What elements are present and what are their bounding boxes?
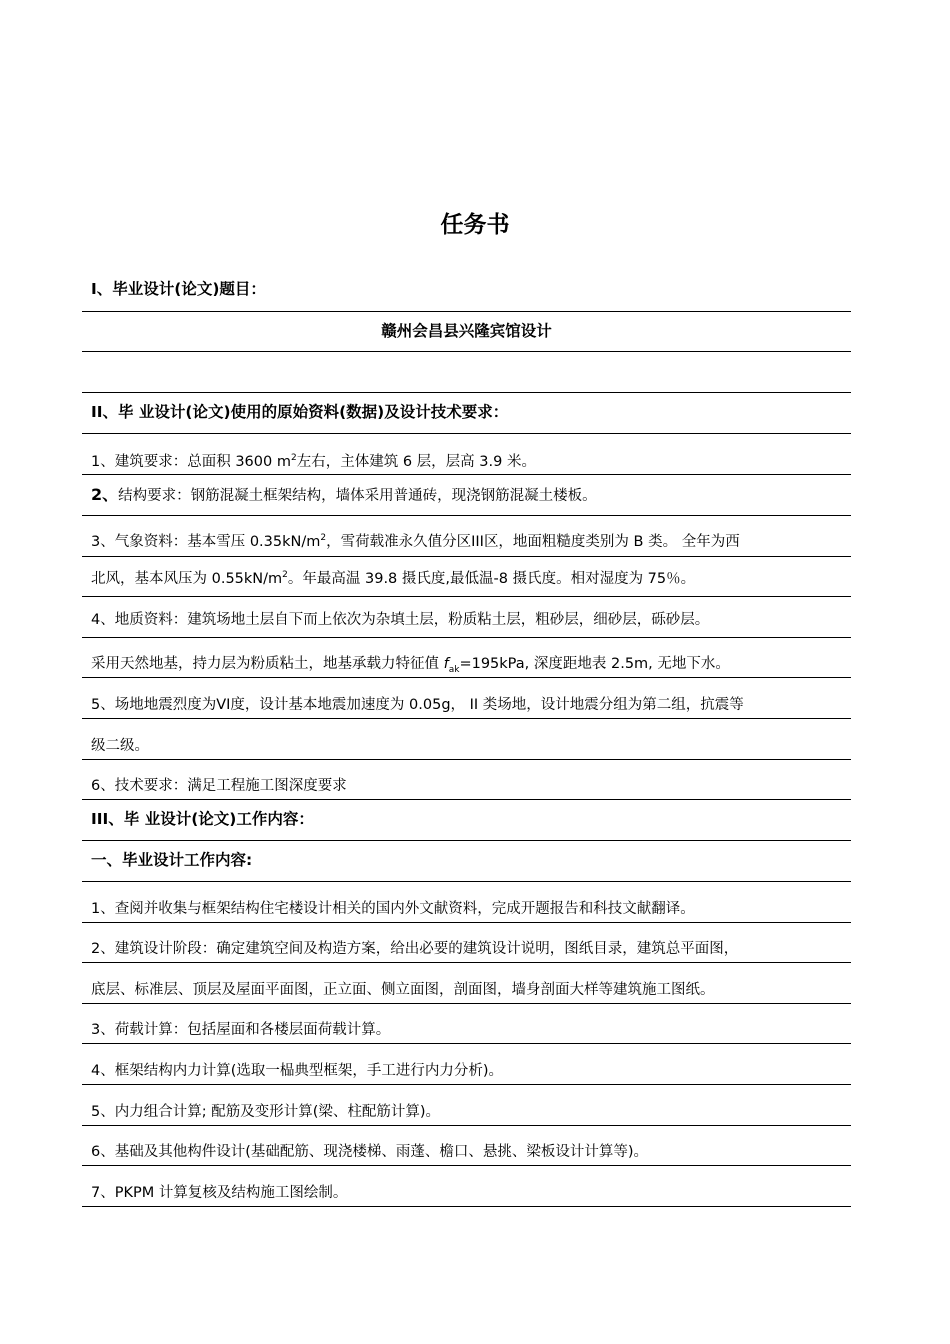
item2-num: 2、 — [91, 485, 119, 504]
rule — [82, 922, 851, 923]
item-seismic-line2: 级二级。 — [91, 738, 149, 754]
work-item: 6、基础及其他构件设计(基础配筋、现浇楼梯、雨蓬、檐口、悬挑、梁板设计计算等)。 — [91, 1144, 649, 1160]
section3-subheading: 一、毕业设计工作内容: — [91, 851, 253, 869]
rule — [82, 556, 851, 557]
item-technical-requirement: 6、技术要求：满足工程施工图深度要求 — [91, 778, 347, 794]
item1-post: 左右，主体建筑 6 层，层高 3.9 米。 — [296, 454, 536, 470]
work-item: 2、建筑设计阶段：确定建筑空间及构造方案，给出必要的建筑设计说明，图纸目录，建筑总平面图， — [91, 941, 739, 957]
rule — [82, 1125, 851, 1126]
item3-line2-sup: 2 — [282, 570, 288, 580]
work-item: 4、框架结构内力计算(选取一榀典型框架，手工进行内力分析)。 — [91, 1063, 504, 1079]
item4-line2-pre: 采用天然地基，持力层为粉质粘土，地基承载力特征值 — [91, 656, 444, 672]
item3-line2-pre: 北风，基本风压为 0.55kN/m — [91, 571, 283, 587]
rule — [82, 596, 851, 597]
rule — [82, 1084, 851, 1085]
rule — [82, 840, 851, 841]
rule — [82, 1165, 851, 1166]
item4-line2-post: =195kPa, 深度距地表 2.5m, 无地下水。 — [459, 656, 730, 672]
rule — [82, 799, 851, 800]
rule — [82, 1206, 851, 1207]
rule — [82, 718, 851, 719]
item4-f-subscript: ak — [448, 664, 460, 675]
item1-sup: 2 — [290, 453, 297, 463]
item2-text: 结构要求：钢筋混凝土框架结构，墙体采用普通砖，现浇钢筋混凝土楼板。 — [118, 488, 597, 504]
work-item: 1、查阅并收集与框架结构住宅楼设计相关的国内外文献资料，完成开题报告和科技文献翻译。 — [91, 901, 695, 917]
item-building-requirement — [91, 450, 536, 471]
rule — [82, 1043, 851, 1044]
item3-line2-post: 。年最高温 39.8 摄氏度,最低温-8 摄氏度。相对湿度为 75％。 — [287, 571, 696, 587]
work-item: 3、荷载计算：包括屋面和各楼层面荷载计算。 — [91, 1022, 391, 1038]
rule — [82, 351, 851, 352]
rule — [82, 1003, 851, 1004]
rule — [82, 474, 851, 475]
rule — [82, 962, 851, 963]
page-title: 任务书 — [440, 212, 510, 238]
rule — [82, 433, 851, 434]
rule — [82, 677, 851, 678]
section3-heading: III、毕 业设计(论文)工作内容： — [91, 810, 314, 828]
rule — [82, 881, 851, 882]
rule — [82, 759, 851, 760]
item-geology-line2 — [91, 652, 730, 675]
section1-heading: I、毕业设计(论文)题目： — [91, 280, 266, 298]
item-geology-line1: 4、地质资料：建筑场地土层自下而上依次为杂填土层，粉质粘土层，粗砂层，细砂层，砾砂层。 — [91, 612, 710, 628]
item3-line1-sup: 2 — [320, 533, 327, 543]
item-seismic-line1: 5、场地地震烈度为VI度，设计基本地震加速度为 0.05g， II 类场地，设计地震分组为第二组，抗震等 — [91, 697, 744, 713]
item4-f-symbol: f — [443, 656, 449, 672]
section2-heading: II、毕 业设计(论文)使用的原始资料(数据)及设计技术要求： — [91, 403, 509, 421]
item-weather-line2 — [91, 567, 695, 588]
item-structure-requirement — [91, 482, 597, 505]
work-item: 底层、标准层、顶层及屋面平面图，正立面、侧立面图，剖面图，墙身剖面大样等建筑施工图纸。 — [91, 982, 715, 998]
work-item: 5、内力组合计算; 配筋及变形计算(梁、柱配筋计算)。 — [91, 1104, 441, 1120]
rule — [82, 311, 851, 312]
design-topic: 赣州会昌县兴隆宾馆设计 — [381, 322, 552, 340]
item-weather-line1 — [91, 530, 740, 551]
rule — [82, 515, 851, 516]
item3-line1-pre: 3、气象资料：基本雪压 0.35kN/m — [91, 534, 321, 550]
item1-pre: 1、建筑要求：总面积 3600 m — [91, 454, 291, 470]
rule — [82, 637, 851, 638]
work-item: 7、PKPM 计算复核及结构施工图绘制。 — [91, 1185, 348, 1201]
rule — [82, 392, 851, 393]
item3-line1-post: ，雪荷载准永久值分区III区，地面粗糙度类别为 B 类。 全年为西 — [326, 534, 740, 550]
